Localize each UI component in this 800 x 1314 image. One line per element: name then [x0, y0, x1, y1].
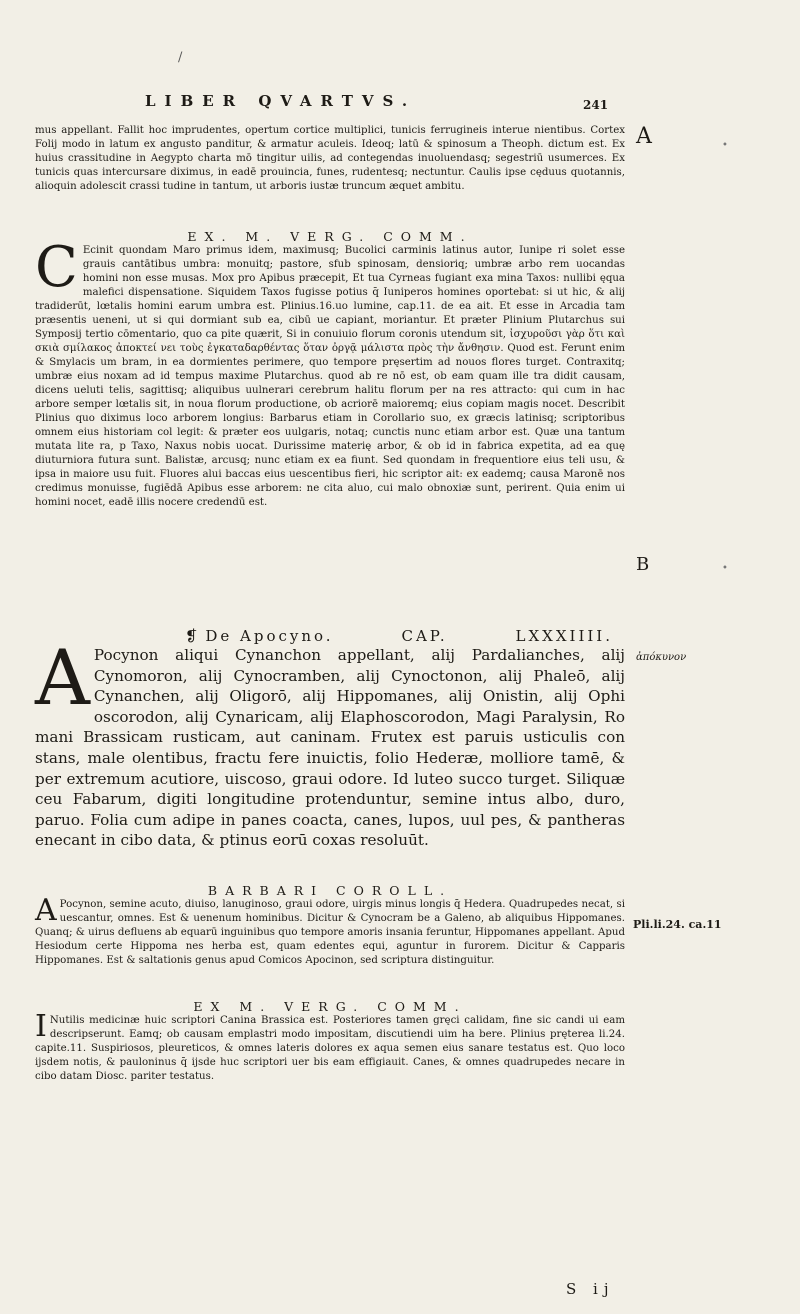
margin-dot: • [722, 563, 728, 574]
chapter-cap-number: LXXXIIII. [515, 627, 613, 645]
section-1-text: mus appellant. Fallit hoc imprudentes, opertum cortice multiplici, tunicis ferrugineis interue nientibus. Cortex Folij modo in latum ex angusto panditur, & armatur aculeis. Ideoq; latū & spinosum a Theoph. dictum est. Ex huius crassitudine in Aegypto charta mō tingitur uilis, ad contegendas inuoluendasq; segestriū usumerces. Ex tunicis quas intercursare diximus, in eadē prouincia, funes, rudentesq; nectuntur. Caulis ipse cęduus quotannis, alioquin adolescit crassi tudine in tantum, ut arboris iustæ truncum æquet ambitu. [35, 125, 625, 192]
margin-dot: • [722, 140, 728, 151]
chapter-cap-label: CAP. [401, 627, 448, 645]
section-3-text: Pocynon, semine acuto, diuiso, lanuginoso, graui odore, uirgis minus longis q̄ Hedera. Quadrupedes necat, si uescantur, omnes. Est & uenenum hominibus. Dicitur & Cynocram be a Galeno, ab aliquibus Hippomanes. Quanq; & uirus defluens ab equarū inguinibus quo tempore amoris insania feruntur, Hippomanes appellant. Apud Hesiodum certe Hippoma nes herba est, quam edentes equi, aguntur in furorem. Dicitur & Capparis Hippomanes. Est & saltationis genus apud Comicos Apocinon, sed scriptura distinguitur. [35, 899, 625, 966]
section-4-text: Nutilis medicinæ huic scriptori Canina Brassica est. Posteriores tamen gręci calidam, fine sic candi ui eam descripserunt. Eamq; ob causam emplastri modo impositam, discutiendi uim ha bere. Plinius pręterea li.24. capite.11. Suspiriosos, pleureticos, & omnes lateris dolores ex aqua semen eius sanare testatus est. Quo loco ijsdem notis, & pauloninus q̄ ijsde huc scriptori uer bis eam effigiauit. Canes, & omnes quadrupedes necare in cibo datam Diosc. pariter testatus. [35, 1015, 625, 1082]
section-3-heading: BARBARI COROLL. [207, 883, 453, 898]
section-4-heading: EX M. VERG. COMM. [193, 999, 467, 1014]
pilcrow-icon: ❡ [185, 627, 201, 645]
chapter-title: De Apocyno. [205, 627, 334, 645]
section-1 [35, 124, 625, 194]
margin-letter-a: A [636, 124, 652, 149]
chapter-text: Pocynon aliqui Cynanchon appellant, alij Pardalianches, alij Cynomoron, alij Cynocramben, alij Cynoctonon, alij Phaleō, alij Cynanchen, alij Oligorō, alij Hippomanes, alij Onistin, alij Ophi oscorodon, alij Cynaricam, alij Elaphoscorodon, Magi Paralysin, Ro mani Brassicam rusticam, aut caninam. Frutex est paruis usticulis con stans, male olentibus, fractu fere inuictis, folio Hederæ, molliore tamē, & per extremum acutiore, uiscoso, graui odore. Id luteo succo turget. Siliquæ ceu Fabarum, digiti longitudine protenduntur, semine intus albo, duro, paruo. Folia cum adipe in panes coacta, canes, lupos, uul pes, & pantheras enecant in cibo data, & ptinus eorū coxas resoluūt. [35, 646, 625, 850]
folio-number: 241 [583, 98, 609, 112]
section-4-dropcap: I [35, 1009, 47, 1044]
margin-letter-b: B [636, 554, 650, 575]
signature-mark: S ij [566, 1280, 615, 1298]
section-4 [35, 1000, 625, 1084]
margin-pliny-reference: Pli.li.24. ca.11 [633, 918, 722, 931]
chapter-apocyno [35, 627, 625, 851]
section-3 [35, 884, 625, 968]
top-mark: / [178, 50, 183, 65]
section-2 [35, 230, 625, 510]
section-2-heading: EX. M. VERG. COMM. [187, 229, 473, 244]
chapter-dropcap: A [35, 633, 90, 722]
section-3-dropcap: A [35, 893, 57, 928]
section-2-dropcap: C [35, 235, 78, 300]
margin-greek-note: ἀπόκυνον [636, 652, 687, 663]
running-head: LIBER QVARTVS. [145, 92, 417, 110]
chapter-heading [35, 627, 625, 645]
section-2-text: Ecinit quondam Maro primus idem, maximusq; Bucolici carminis latinus autor, Iunipe ri solet esse grauis cantātibus umbra: monuitq; pastore, sfub spinosam, densioriq; umbræ arbo rem uocandas homini non esse musas. Mox pro Apibus præcepit, Et tua Cyrneas fugiant exa mina Taxos: nullibi ęqua malefici dispensatione. Siquidem Taxos fugisse potius q̄ Iuniperos homines oportebat: si ut hic, & alij tradiderūt, lœtalis homini earum umbra est. Plinius.16.uo lumine, cap.11. de ea ait. Et esse in Arcadia tam præsentis ueneni, ut si qui dormiant sub ea, cibū ue capiant, moriantur. Et præter Plinium Plutarchus sui Symposij tertio cōmentario, quo ca pite quærit, Si in conuiuio florum coronis utendum sit, ἰσχυροῦσι γὰρ ὅτι καὶ σκιὰ σμίλακος ἀποκτεί νει τοὺς ἐγκαταδαρθέντας ὅταν ὀργᾷ μάλιστα πρὸς τὴν ἄνθησιν. Quod est. Ferunt enim & Smylacis um bram, in ea dormientes perimere, quo tempore pręsertim ad nouos flores turget. Contraxitq; umbræ eius noxam ad id tempus maxime Plutarchus. quod ab re nō est, ob eam quam ille tra didit causam, dicens ueluti telis, sagittisq; aliquibus uulnerari cerebrum halitu florum per na res attracto: qui cum in hac arbore semper lœtalis sit, in noua florum productione, ob acriorē maioremq; eius copiam magis nocet. Describit Plinius quo diximus loco arborem longius: Barbarus etiam in Corollario suo, ex græcis latinisq; scriptoribus omnem eius historiam col legit: & præter eos uulgaris, notaq; cunctis nunc etiam arbor est. Quæ una tantum mutata lite ra, p Taxo, Naxus nobis uocat. Durissime materię arbor, & ob id in fabrica expetita, ad ea quę diuturniora futura sunt. Balistæ, arcusq; nunc etiam ex ea fiunt. Sed quondam in frequentiore eius teli usu, & ipsa in maiore usu fuit. Fluores alui baccas eius uescentibus fieri, hic scriptor ait: ex eademq; causa Maronē nos credimus monuisse, fugiēdā Apibus esse arborem: ne cita aluo, cui malo obnoxiæ sunt, perirent. Quia enim ui homini nocet, eadē illis nocere credendū est. [35, 245, 625, 508]
